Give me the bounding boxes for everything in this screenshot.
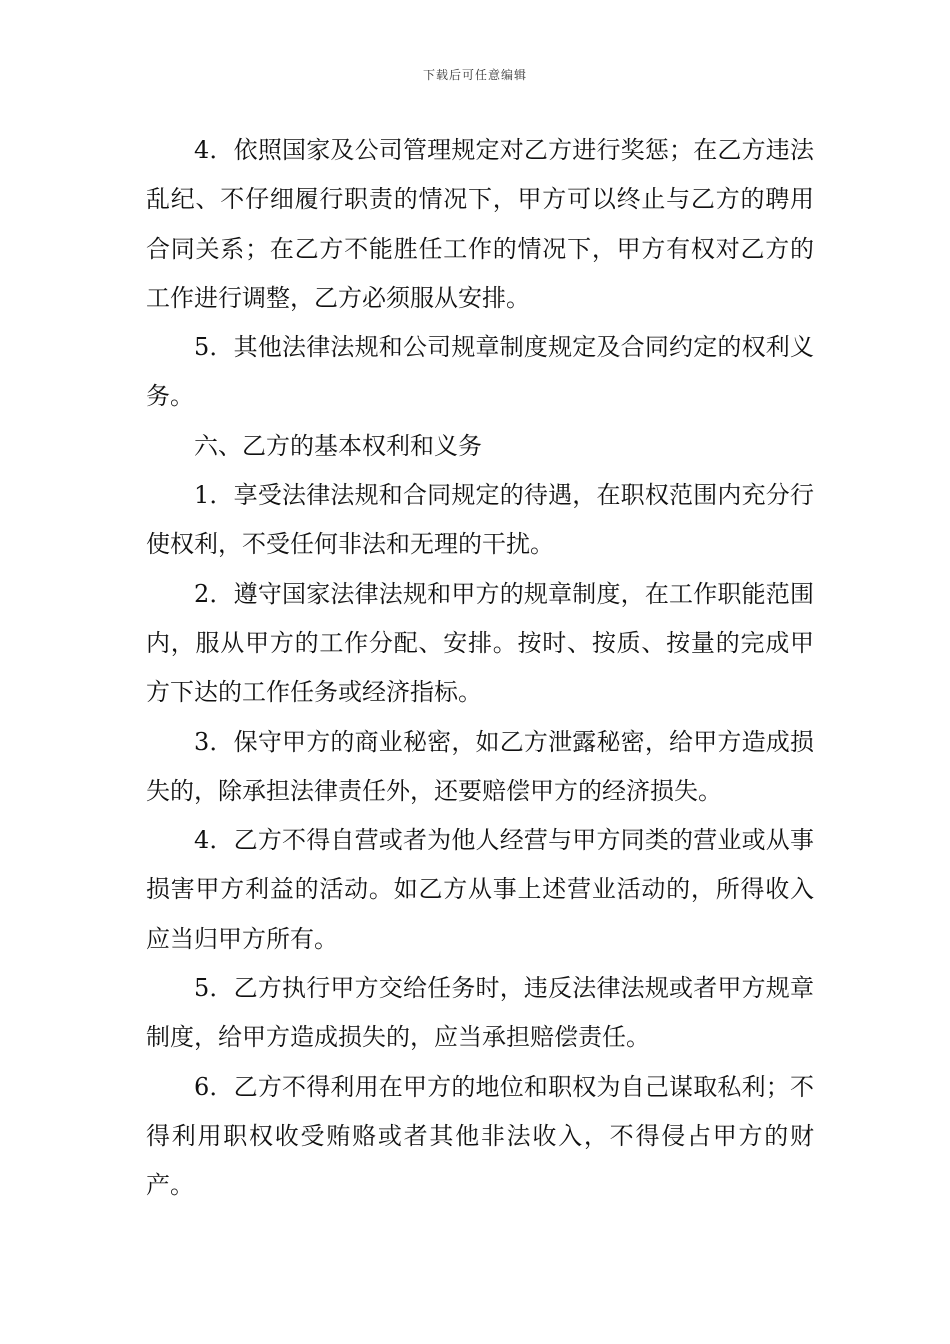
paragraph-employer-right-4: 4．依照国家及公司管理规定对乙方进行奖惩；在乙方违法乱纪、不仔细履行职责的情况下，甲方可以终止与乙方的聘用合同关系；在乙方不能胜任工作的情况下，甲方有权对乙方的工作进行调整，乙方必须服从安排。 <box>146 136 814 312</box>
paragraph-employer-right-5: 5．其他法律法规和公司规章制度规定及合同约定的权利义务。 <box>146 333 814 411</box>
page-header: 下载后可任意编辑 <box>422 68 527 82</box>
paragraph-employee-right-2: 2．遵守国家法律法规和甲方的规章制度，在工作职能范围内，服从甲方的工作分配、安排。按时、按质、按量的完成甲方下达的工作任务或经济指标。 <box>146 579 814 707</box>
paragraph-employee-right-5: 5．乙方执行甲方交给任务时，违反法律法规或者甲方规章制度，给甲方造成损失的，应当承担赔偿责任。 <box>146 974 814 1052</box>
document-body <box>146 126 814 1211</box>
paragraph-employee-right-1: 1．享受法律法规和合同规定的待遇，在职权范围内充分行使权利，不受任何非法和无理的干扰。 <box>146 481 814 559</box>
paragraph-employee-right-6: 6．乙方不得利用在甲方的地位和职权为自己谋取私利；不得利用职权收受贿赂或者其他非法收入，不得侵占甲方的财产。 <box>146 1072 814 1200</box>
paragraph-employee-right-4: 4．乙方不得自营或者为他人经营与甲方同类的营业或从事损害甲方利益的活动。如乙方从事上述营业活动的，所得收入应当归甲方所有。 <box>146 826 814 953</box>
section-heading-employee-rights: 六、乙方的基本权利和义务 <box>194 431 482 460</box>
paragraph-employee-right-3: 3．保守甲方的商业秘密，如乙方泄露秘密，给甲方造成损失的，除承担法律责任外，还要赔偿甲方的经济损失。 <box>146 727 814 805</box>
